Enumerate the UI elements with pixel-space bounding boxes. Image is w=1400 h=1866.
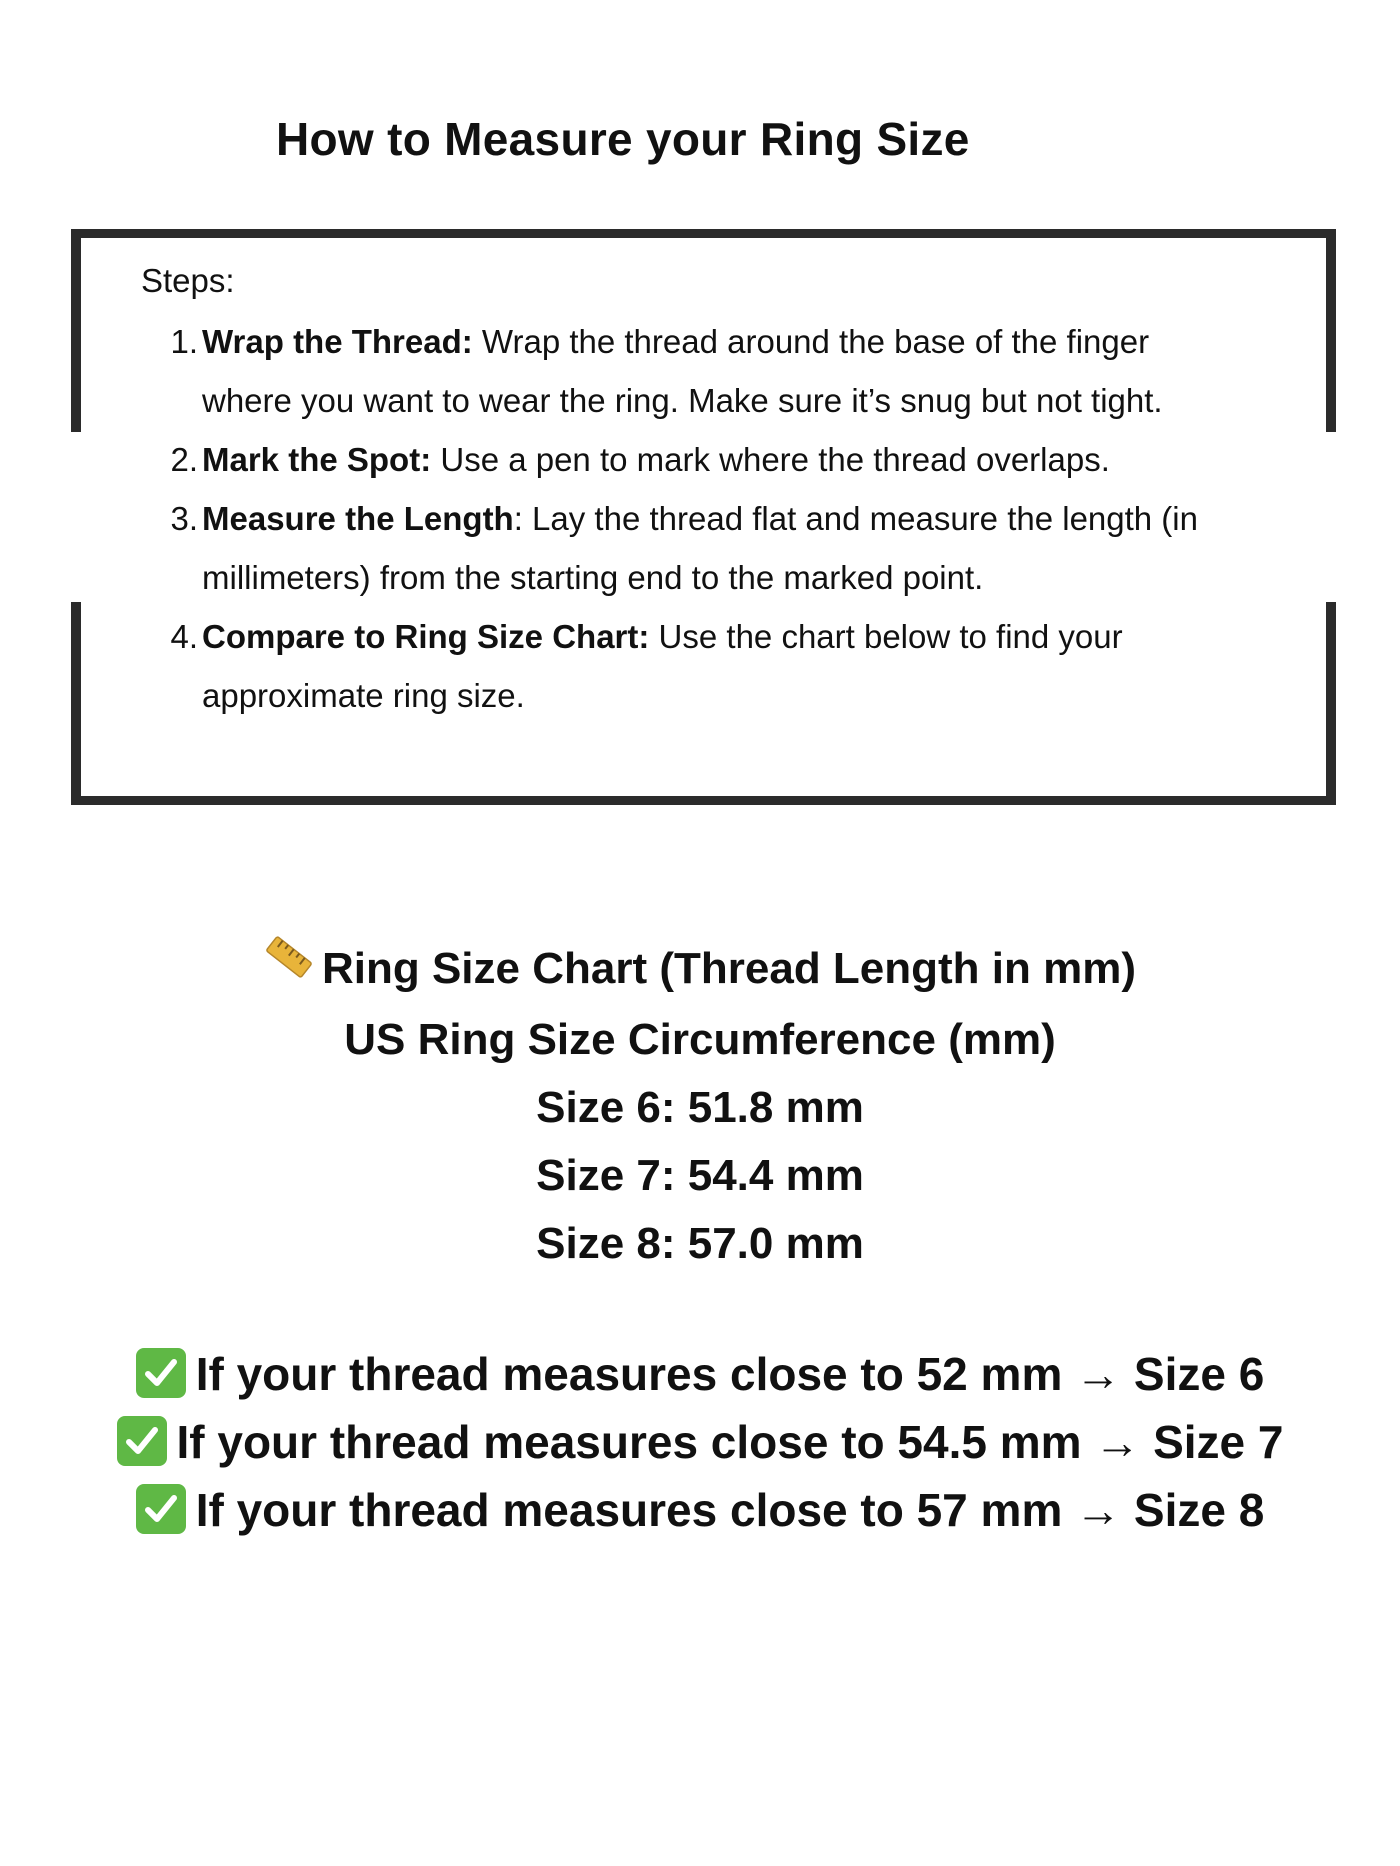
check-mark-icon <box>136 1484 186 1534</box>
check-mark-icon <box>117 1416 167 1466</box>
step-item <box>148 489 1288 607</box>
check-item <box>0 1476 1400 1544</box>
frame-right-upper-border <box>1326 229 1336 432</box>
step-continuation: millimeters) from the starting end to the marked point. <box>202 559 984 596</box>
ring-size-chart <box>0 935 1400 1278</box>
frame-right-lower-border <box>1326 602 1336 805</box>
frame-left-upper-border <box>71 229 81 432</box>
step-title: Wrap the Thread: <box>202 323 473 360</box>
chart-heading: Ring Size Chart (Thread Length in mm) <box>321 944 1137 993</box>
step-continuation: approximate ring size. <box>202 677 525 714</box>
step-item <box>148 312 1288 430</box>
step-number: 3. <box>170 500 198 537</box>
check-item <box>0 1340 1400 1408</box>
step-number: 4. <box>170 618 198 655</box>
step-item <box>148 607 1288 725</box>
step-item <box>148 430 1288 489</box>
frame-top-border <box>71 229 1336 238</box>
step-title: Measure the Length <box>202 500 514 537</box>
size-row: Size 6: 51.8 mm <box>536 1083 864 1133</box>
step-number: 2. <box>170 441 198 478</box>
step-title: Mark the Spot: <box>202 441 432 478</box>
frame-left-lower-border <box>71 602 81 805</box>
step-title: Compare to Ring Size Chart: <box>202 618 650 655</box>
check-text: If your thread measures close to 52 mm → Size 6 <box>195 1348 1265 1400</box>
check-item <box>0 1408 1400 1476</box>
steps-list <box>148 312 1288 725</box>
step-text: Use a pen to mark where the thread overlaps. <box>431 441 1110 478</box>
check-text: If your thread measures close to 54.5 mm → Size 7 <box>176 1416 1284 1468</box>
frame-bottom-border <box>71 796 1336 805</box>
step-number: 1. <box>170 323 198 360</box>
check-mark-icon <box>136 1348 186 1398</box>
chart-subheading: US Ring Size Circumference (mm) <box>344 1015 1056 1065</box>
step-text: Wrap the thread around the base of the finger <box>472 323 1150 360</box>
step-text: : Lay the thread flat and measure the length (in <box>513 500 1198 537</box>
steps-label: Steps: <box>141 262 235 299</box>
page-title: How to Measure your Ring Size <box>276 113 970 165</box>
step-text: Use the chart below to find your <box>649 618 1123 655</box>
size-guide-checks <box>0 1340 1400 1544</box>
chart-heading-line <box>0 935 1400 1006</box>
step-continuation: where you want to wear the ring. Make sure it’s snug but not tight. <box>202 382 1163 419</box>
size-row: Size 8: 57.0 mm <box>536 1219 864 1269</box>
ruler-icon <box>264 932 314 1002</box>
size-row: Size 7: 54.4 mm <box>536 1151 864 1201</box>
check-text: If your thread measures close to 57 mm → Size 8 <box>195 1484 1265 1536</box>
